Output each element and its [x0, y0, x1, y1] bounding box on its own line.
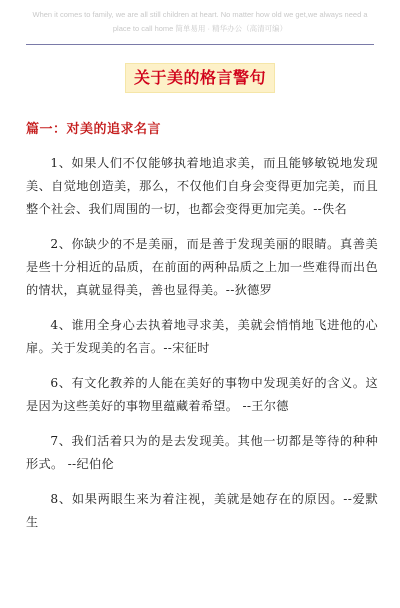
title-highlight-box: [126, 64, 274, 92]
header-divider: [26, 44, 374, 45]
quote-paragraph: 8、如果两眼生来为着注视，美就是她存在的原因。--爱默生: [26, 492, 378, 529]
quote-paragraph: 4、谁用全身心去执着地寻求美，美就会悄悄地飞进他的心扉。关于发现美的名言。--宋征时: [26, 318, 378, 355]
quote-paragraph: 6、有文化教养的人能在美好的事物中发现美好的含义。这是因为这些美好的事物里蕴藏着希望。 --王尔德: [26, 376, 378, 413]
document-title: 关于美的格言警句: [133, 68, 266, 87]
quote-paragraph: 2、你缺少的不是美丽，而是善于发现美丽的眼睛。真善美是些十分相近的品质，在前面的两种品质之上加一些难得而出色的情状，真就显得美，善也显得美。--狄德罗: [26, 237, 378, 297]
quote-list: [26, 152, 378, 546]
header-watermark-text: When it comes to family, we are all still children at heart. No matter how old we get,we always need a place to call home 简单易用 · 精华办公（高清可编）: [32, 10, 368, 33]
quote-paragraph: 7、我们活着只为的是去发现美。其他一切都是等待的种种形式。 --纪伯伦: [26, 434, 378, 471]
section-heading: 篇一：对美的追求名言: [26, 122, 162, 137]
quote-paragraph: 1、如果人们不仅能够执着地追求美，而且能够敏锐地发现美、自觉地创造美，那么，不仅他们自身会变得更加完美，而且整个社会、我们周围的一切，也都会变得更加完美。--佚名: [26, 156, 378, 216]
